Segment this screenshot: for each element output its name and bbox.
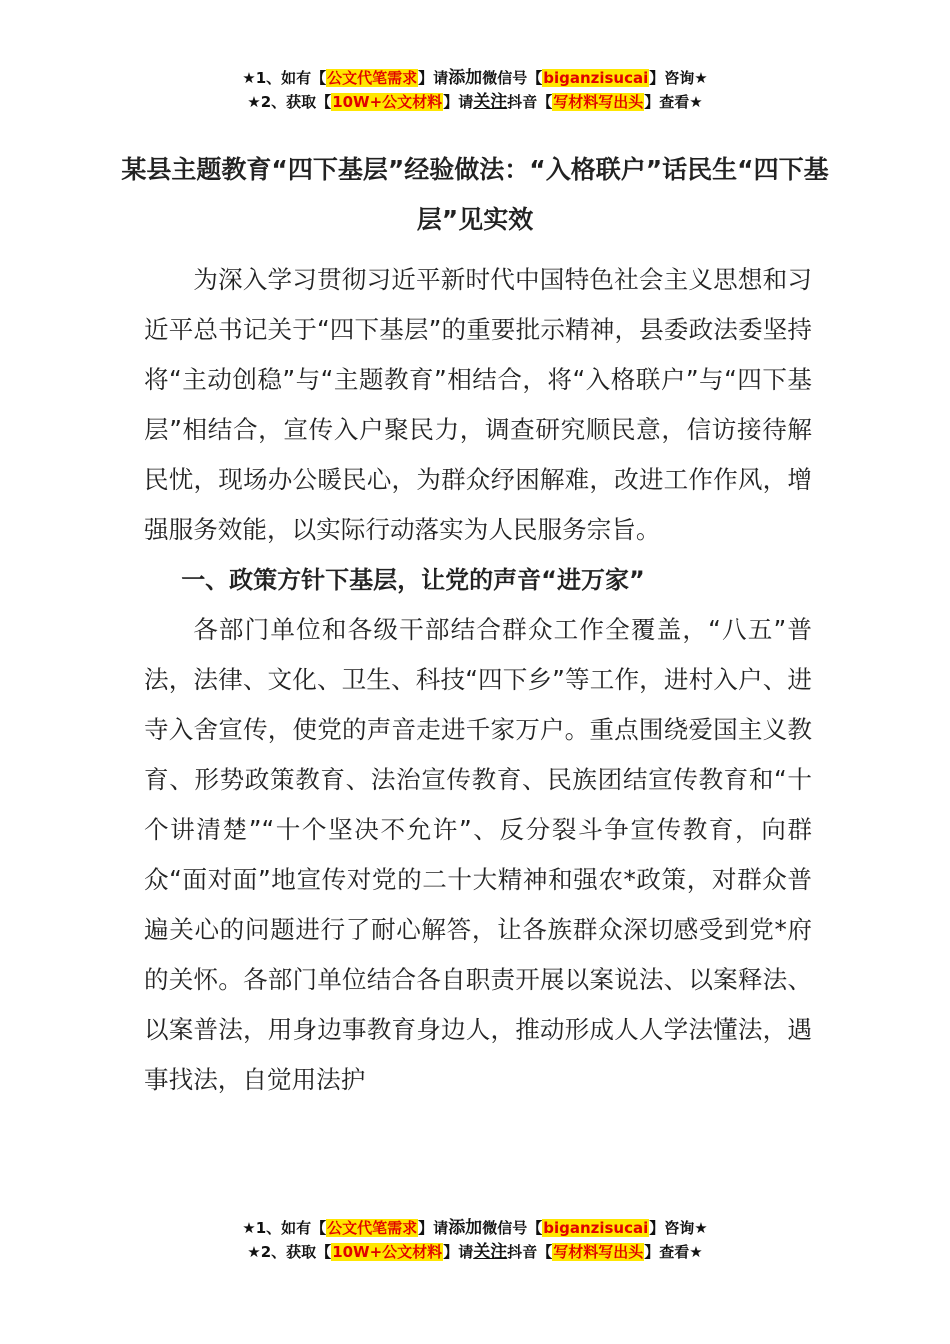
banner-line-1 bbox=[0, 66, 950, 90]
banner-text: ★1、如有【 bbox=[242, 69, 327, 87]
banner-text: 】请 bbox=[418, 1219, 449, 1237]
banner-line-1 bbox=[0, 1216, 950, 1240]
banner-text: ★2、获取【 bbox=[247, 93, 332, 111]
document-title: 某县主题教育“四下基层”经验做法：“入格联户”话民生“四下基层”见实效 bbox=[121, 155, 829, 234]
footer-banner bbox=[0, 1216, 950, 1264]
banner-text: 】请 bbox=[418, 69, 449, 87]
banner-text: 微信号【 bbox=[482, 69, 543, 87]
banner-text: 】咨询★ bbox=[649, 1219, 708, 1237]
banner-highlight: 公文代笔需求 bbox=[327, 1219, 418, 1237]
banner-text: 抖音【 bbox=[507, 1243, 553, 1261]
section-paragraph: 各部门单位和各级干部结合群众工作全覆盖，“八五”普法，法律、文化、卫生、科技“四下乡”等工作，进村入户、进寺入舍宣传，使党的声音走进千家万户。重点围绕爱国主义教育、形势政策教育、法治宣传教育、民族团结宣传教育和“十个讲清楚”“十个坚决不允许”、反分裂斗争宣传教育，向群众“面对面”地宣传对党的二十大精神和强农*政策，对群众普遍关心的问题进行了耐心解答，让各族群众深切感受到党*府的关怀。各部门单位结合各自职责开展以案说法、以案释法、以案普法，用身边事教育身边人，推动形成人人学法懂法，遇事找法，自觉用法护 bbox=[144, 615, 813, 1094]
banner-text: 抖音【 bbox=[507, 93, 553, 111]
banner-line-2 bbox=[0, 1240, 950, 1264]
banner-highlight: 10W+公文材料 bbox=[332, 1243, 443, 1261]
banner-text: 】查看★ bbox=[644, 1243, 703, 1261]
banner-text: 】查看★ bbox=[644, 93, 703, 111]
banner-highlight: 10W+公文材料 bbox=[332, 93, 443, 111]
banner-text: 】咨询★ bbox=[649, 69, 708, 87]
banner-text: 添加 bbox=[448, 1218, 483, 1238]
banner-text: 】请 bbox=[443, 1243, 474, 1261]
banner-text: 关注 bbox=[473, 1242, 508, 1262]
banner-text: 】请 bbox=[443, 93, 474, 111]
banner-text: ★1、如有【 bbox=[242, 1219, 327, 1237]
intro-paragraph: 为深入学习贯彻习近平新时代中国特色社会主义思想和习近平总书记关于“四下基层”的重要批示精神，县委政法委坚持将“主动创稳”与“主题教育”相结合，将“入格联户”与“四下基层”相结合，宣传入户聚民力，调查研究顺民意，信访接待解民忧，现场办公暖民心，为群众纾困解难，改进工作作风，增强服务效能，以实际行动落实为人民服务宗旨。 bbox=[144, 265, 812, 544]
document-body bbox=[144, 255, 812, 1105]
header-banner bbox=[0, 66, 950, 114]
banner-highlight: biganzisucai bbox=[543, 69, 649, 87]
banner-line-2 bbox=[0, 90, 950, 114]
banner-highlight: biganzisucai bbox=[543, 1219, 649, 1237]
banner-text: 关注 bbox=[473, 92, 508, 112]
section-heading: 一、政策方针下基层，让党的声音“进万家” bbox=[181, 566, 645, 594]
banner-text: 添加 bbox=[448, 68, 483, 88]
banner-highlight: 写材料写出头 bbox=[553, 93, 644, 111]
banner-highlight: 写材料写出头 bbox=[553, 1243, 644, 1261]
banner-text: 微信号【 bbox=[482, 1219, 543, 1237]
banner-highlight: 公文代笔需求 bbox=[327, 69, 418, 87]
banner-text: ★2、获取【 bbox=[247, 1243, 332, 1261]
